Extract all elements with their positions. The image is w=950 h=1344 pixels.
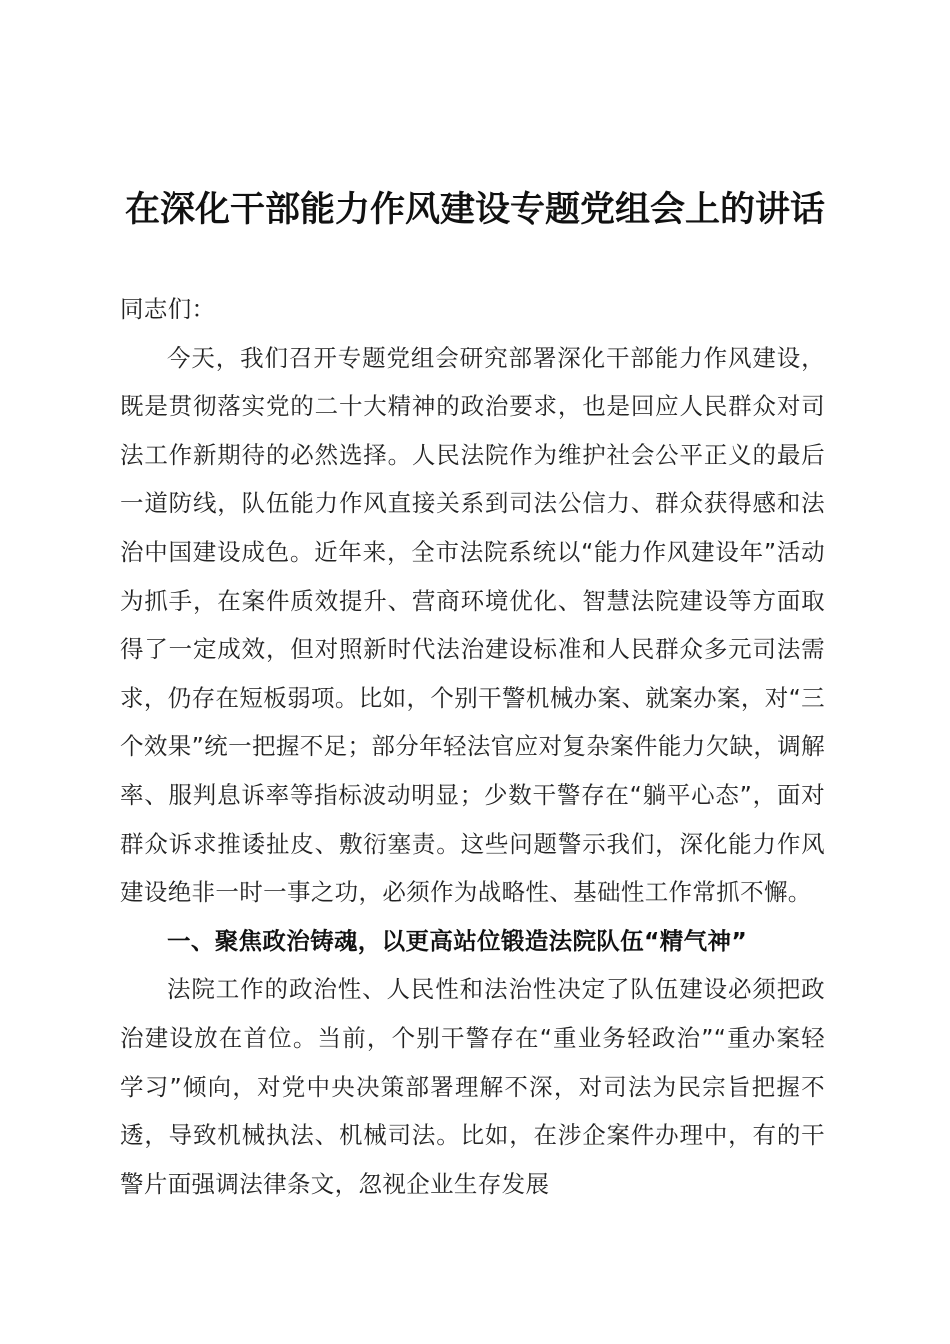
document-body — [120, 285, 825, 1208]
document-title: 在深化干部能力作风建设专题党组会上的讲话 — [124, 189, 825, 230]
intro-paragraph: 今天，我们召开专题党组会研究部署深化干部能力作风建设，既是贯彻落实党的二十大精神的政治要求，也是回应人民群众对司法工作新期待的必然选择。人民法院作为维护社会公平正义的最后一道防线，队伍能力作风直接关系到司法公信力、群众获得感和法治中国建设成色。近年来，全市法院系统以“能力作风建设年”活动为抓手，在案件质效提升、营商环境优化、智慧法院建设等方面取得了一定成效，但对照新时代法治建设标准和人民群众多元司法需求，仍存在短板弱项。比如，个别干警机械办案、就案办案，对“三个效果”统一把握不足；部分年轻法官应对复杂案件能力欠缺，调解率、服判息诉率等指标波动明显；少数干警存在“躺平心态”，面对群众诉求推诿扯皮、敷衍塞责。这些问题警示我们，深化能力作风建设绝非一时一事之功，必须作为战略性、基础性工作常抓不懈。 — [120, 343, 825, 907]
section-heading-1: 一、聚焦政治铸魂，以更高站位锻造法院队伍“精气神” — [167, 926, 748, 955]
section-1-paragraph: 法院工作的政治性、人民性和法治性决定了队伍建设必须把政治建设放在首位。当前，个别干警存在“重业务轻政治”“重办案轻学习”倾向，对党中央决策部署理解不深，对司法为民宗旨把握不透，导致机械执法、机械司法。比如，在涉企案件办理中，有的干警片面强调法律条文，忽视企业生存发展 — [120, 975, 825, 1198]
salutation: 同志们： — [120, 295, 216, 323]
